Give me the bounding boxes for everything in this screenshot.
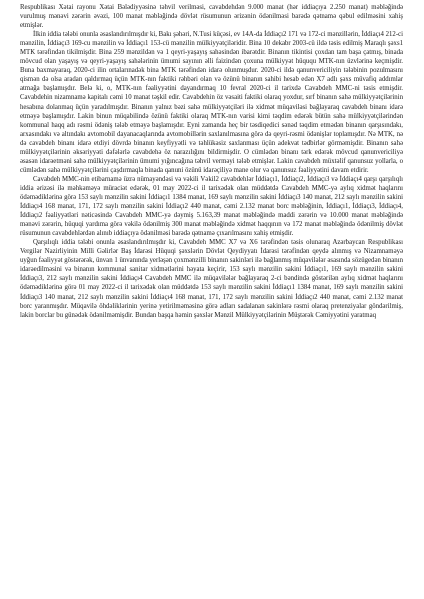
paragraph-initial-claim-grounds: İlkin iddia tələbi onunla əsaslandırılmışdır ki, Bakı şəhəri, N.Tusi küçəsi, ev 14A-da İddiaçı2 171 və 172-ci mənzillərin, İddiaçı4 212-ci mənzilin, İddiaçı3 169-cu mənzilin və İddiaçı1 153-cü mənzilin mülkiyyətçiləridir. Bina 10 dekabr 2003-cü ildə təsis edilmiş Maraqlı şəxs1 MTK tərəfindən tikilmişdir. Bina 259 mənzildən və 1 qeyri-yaşayış sahəsindən ibarətdir. Binanın tikintisi çoxdan tam başa çatmış, binada mövcud olan yaşayış və qeyri-yaşayış sahələrinin ümumi sayının əlli faizindən çoxuna mülkiyyət hüququ MTK-nın üzvlərinə keçmişdir. Buna baxmayaraq, 2020-ci ilin ortalarınadək bina MTK tərəfindən idarə olunmuşdur. 2020-ci ildə qanunvericiliyin tələbinin pozulmasını qismən də olsa aradan qaldırmaq üçün MTK-nın faktiki rəhbəri olan və özünü binanın sahibi hesab edən X7 adlı şəxs müvafiq addımlar atmağa başlamışdır. Belə ki, o, MTK-nın fəaliyyətini dayandırmaq 10 fevral 2020-ci il tarixdə Cavabdeh MMC-ni təsis etmişdir. Cavabdehin nizamnamə kapitalı cəmi 10 manat təşkil edir. Cavabdehin öz vəsaiti faktiki olaraq yoxdur, sırf binanın sahə mülkiyyətçilərinin hesabına dolanmaq üçün yaradılmışdır. Binanın yalnız bəzi sahə mülkiyyətçiləri ilə xidmət müqaviləsi bağlayaraq cavabdeh binanı idarə etməyə başlamışdır. Lakin binun müqabilində özünü faktiki olaraq MTK-nın varisi kimi təqdim edərək bütün sahə mülkiyyətçilərindən kommunal haqq adı rəsmi ödəniş tələb etməyə başlamışdır. Eyni zamanda heç bir təsdiqedici sənəd təqdim etmədən binanın qarşısındakı, arxasındakı və altındakı avtomobil dayanacaqlarında avtomobillərin saxlanılmasına görə də qeyri-rəsmi ödənişlər toplamışdır. Nə MTK, nə də cavabdeh binanı idarə etdiyi dövrdə binanın keyfiyyətli və təhlükəsiz saxlanması üçün adekvat tədbirlər görməmişdir. Binanın sahə mülkiyyətçilərinin əksəriyyəti dəfələrlə cavabdehə öz narazılığını bildirmişdir. O cümlədən binanı tərk edərək mövcud qanunvericiliyə əsasən idarəetməni sahə mülkiyyətçilərinin ümumi yığıncağına təhvil verməyi tələb etmişlər. Lakin cavabdeh müxtəlif qanunsuz yollarla, o cümlədən sahə mülkiyyətçilərini çaşdırmaqla binada qanuni özünü idarəçiliyə mane olur və qanunsuz fəaliyyətini davam etdirir. xyxy=(20,31,403,174)
paragraph-counterclaim-grounds: Qarşılıqlı iddia tələbi onunla əsaslandırılmışdır ki, Cavabdeh MMC X7 və X6 tərəfindən təsis olunaraq Azərbaycan Respublikası Vergilər Nazirliyinin Milli Gəlirlər Baş İdarəsi Hüquqi şəxslərin Dövlət Qeydiyyatı İdarəsi tərəfindən qeydə alınmış və Nizamnaməyə uyğun fəaliyyət göstərərək, ünvan 1 ünvanında yerləşən çoxmənzilli binanın sakinləri ilə bağlanmış müqavilələr əsasında sözügedən binanın idarəedilməsini və binanın kommunal sanitar xidmətlərini həyata keçirir, 153 saylı mənzilin sakini İddiaçı1, 169 saylı mənzilin sakini İddiaçı3, 212 saylı mənzilin sakini İddiaçı4 Cavabdeh MMC ilə müqavilələr bağlayaraq 2-ci bəndində göstərilən aylıq xidmət haqlarını ödəmədiklərinə görə 01 may 2022-ci il tarixədək olan müddətdə 153 saylı mənzilin sakini İddiaçı1 1384 manat, 169 saylı mənzilin sakini İddiaçı3 140 manat, 212 saylı mənzilin sakini İddiaçı4 168 manat, 171, 172 saylı mənzilin sakini İddiaçı2 440 manat, cəmi 2.132 manat borc yaranmışdır. Müqavilə öhdəliklərinin yerinə yetirilməməsinə görə adları sadalanan sakinlərə rəsmi olaraq pretenziyalar göndərilmiş, lakin borclar bu günədək ödənilməmişdir. Bundan başqa həmin şəxslər Mənzil Mülkiyyətçilərinin Müştərək Cəmiyyətini yaratmaq xyxy=(20,239,403,319)
document-page xyxy=(20,3,403,320)
paragraph-claim-request: Respublikası Xətai rayonu Xətai Bələdiyyəsinə təhvil verilməsi, cavabdehdən 9.000 manat (hər iddiaçıya 2.250 manat) məbləğində vurulmuş mənəvi zərərin əvəzi, 100 manat məbləğində dövlət rüsumunun ərizənin ödənilməsi barədə qətnamə qəbul edilməsini xahiş etmişlər. xyxy=(20,4,403,30)
paragraph-counterclaim: Cavabdeh MMC-nin etibarnamə üzrə nümayəndəsi və vəkili Vəkil2 cavabdehlər İddiaçı1, İddiaçı2, İddiaçı3 və İddiaçı4 qarşı qarşılıqlı iddia ərizəsi ilə məhkəməyə müraciət edərək, 01 may 2022-ci il tarixədək olan müddətdə Cavabdeh MMC-yə aylıq xidmət haqlarını ödəmədiklərinə görə 153 saylı mənzilin sakini İddiaçı1 1384 manat, 169 saylı mənzilin sakini İddiaçı3 140 manat, 212 saylı mənzilin sakini İddiaçı4 168 manat, 171, 172 saylı mənzilin sakini İddiaçı2 440 manat, cəmi 2.132 manat borc məbləğinin, İddiaçı1, İddiaçı3, İddiaçı4, İddiaçı2 fəaliyyətləri nəticəsində Cavabdeh MMC-yə dəymiş 5.163,39 manat məbləğində maddi zərərin və 10.000 manat məbləğində mənəvi zərərin, hüquqi yardıma görə vəkilə ödənilmiş 300 manat məbləğində xidmət haqqının və 172 manat məbləğində ödənilmiş dövlət rüsumunun cavabdehlərdən alınıb iddiaçıya ödənilməsi barədə qətnamə çıxarılmasını xahiş etmişdir. xyxy=(20,175,403,238)
